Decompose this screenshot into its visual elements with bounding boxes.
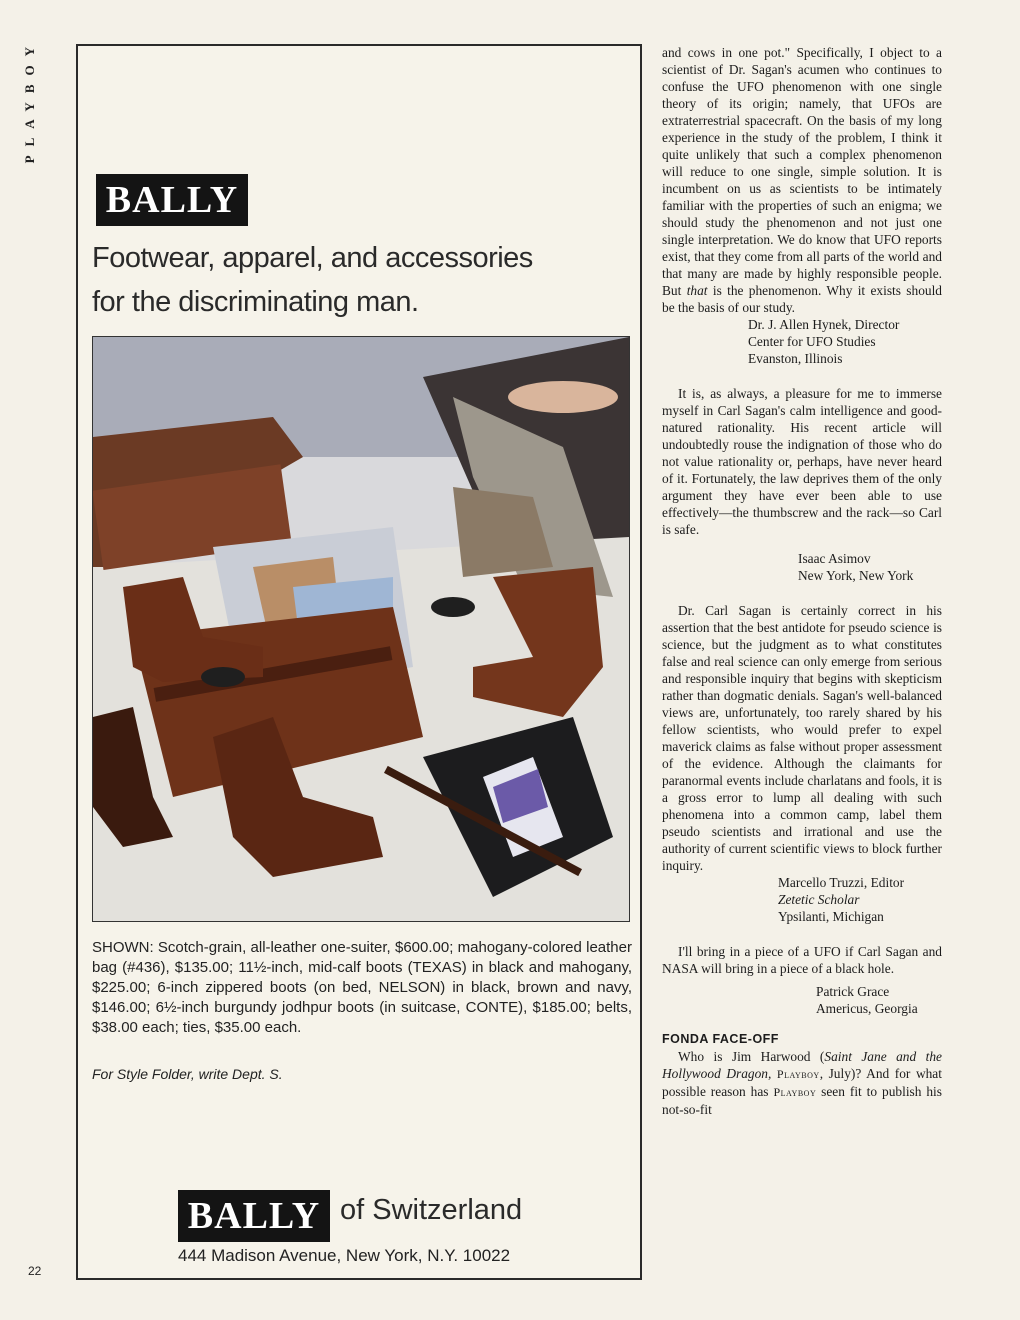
- signature-grace-name: Patrick Grace: [816, 984, 890, 999]
- bally-logo: BALLY: [96, 174, 248, 226]
- letter-grace: I'll bring in a piece of a UFO if Carl Sagan and NASA will bring in a piece of a black hole.: [662, 944, 942, 976]
- tagline-line-2: for the discriminating man.: [92, 286, 419, 318]
- tagline-line-1: Footwear, apparel, and accessories: [92, 242, 533, 274]
- signature-hynek-place: Evanston, Illinois: [748, 351, 843, 366]
- signature-truzzi-name: Marcello Truzzi, Editor: [778, 875, 905, 890]
- bally-footer-logo: BALLY: [178, 1190, 330, 1242]
- ad-tagline: [92, 236, 632, 324]
- ad-address: 444 Madison Avenue, New York, N.Y. 10022: [178, 1246, 511, 1265]
- letter-hynek: and cows in one pot." Specifically, I object to a scientist of Dr. Sagan's acumen who continues to confuse the UFO phenomenon with one single theory of its origin; namely, that UFOs are extraterrestrial spacecraft. On the basis of my long experience in the study of the problem, I think it quite unlikely that such a complex phenomenon will reduce to one single, simple solution. It is incumbent on us as scientists to be intimately familiar with the properties of such an enigma; we should study the phenomenon and not just one single interpretation. We do know that UFO reports exist, that they come from all parts of the world and that many are made by highly responsible people. But that is the phenomenon. Why it exists should be the basis of our study.: [662, 45, 942, 315]
- product-photo-illustration: [93, 337, 629, 921]
- letter-fonda: Who is Jim Harwood (Saint Jane and the Hollywood Dragon, Playboy, July)? And for what possible reason has Playboy seen fit to publish his not-so-fit: [662, 1049, 942, 1117]
- bally-advertisement: [76, 44, 642, 1280]
- signature-hynek-org: Center for UFO Studies: [748, 334, 876, 349]
- signature-asimov-name: Isaac Asimov: [798, 551, 871, 566]
- letter-asimov: It is, as always, a pleasure for me to immerse myself in Carl Sagan's calm intelligence and good-natured rationality. His recent article will undoubtedly rouse the indignation of those who do not value rationality or, perhaps, have never heard of it. Fortunately, the law deprives them of the only argument they have ever been able to use effectively—the thumbscrew and the rack—so Carl is safe.: [662, 386, 942, 537]
- signature-hynek-name: Dr. J. Allen Hynek, Director: [748, 317, 900, 332]
- of-switzerland-text: of Switzerland: [340, 1194, 523, 1226]
- signature-grace-place: Americus, Georgia: [816, 1001, 918, 1016]
- signature-truzzi-place: Ypsilanti, Michigan: [778, 909, 884, 924]
- signature-truzzi-publication: Zetetic Scholar: [778, 892, 860, 907]
- product-photo: [92, 336, 630, 922]
- ad-caption: SHOWN: Scotch-grain, all-leather one-suiter, $600.00; mahogany-colored leather bag (#436), $135.00; 11½-inch, mid-calf boots (TEXAS) in black and mahogany, $225.00; 6-inch zippered boots (on bed, NELSON) in black, brown and navy, $146.00; 6½-inch burgundy jodhpur boots (in suitcase, CONTE), $185.00; belts, $38.00 each; ties, $35.00 each.: [92, 939, 632, 1036]
- letter-truzzi: Dr. Carl Sagan is certainly correct in his assertion that the best antidote for pseudo science is science, but the judgment as to what constitutes false and real science can only emerge from serious and responsible inquiry that begins with skepticism rather than dogmatic denials. Sagan's well-balanced views are, unfortunately, too rarely shared by his fellow scientists, who would prefer to expel maverick claims as false without proper assessment of the evidence. Although the claimants for paranormal events include charlatans and fools, it is a gross error to lump all dealing with such phenomena into a common camp, label them pseudo scientists and irrational and use the authority of current scientific views to block further inquiry.: [662, 603, 942, 873]
- page-number: 22: [28, 1264, 42, 1278]
- running-head: [22, 38, 62, 163]
- letters-column: [662, 44, 942, 1118]
- style-folder-note: For Style Folder, write Dept. S.: [92, 1066, 283, 1082]
- running-head-text: PLAYBOY: [22, 38, 37, 164]
- signature-asimov-place: New York, New York: [798, 568, 914, 583]
- section-headline: FONDA FACE-OFF: [662, 1032, 779, 1046]
